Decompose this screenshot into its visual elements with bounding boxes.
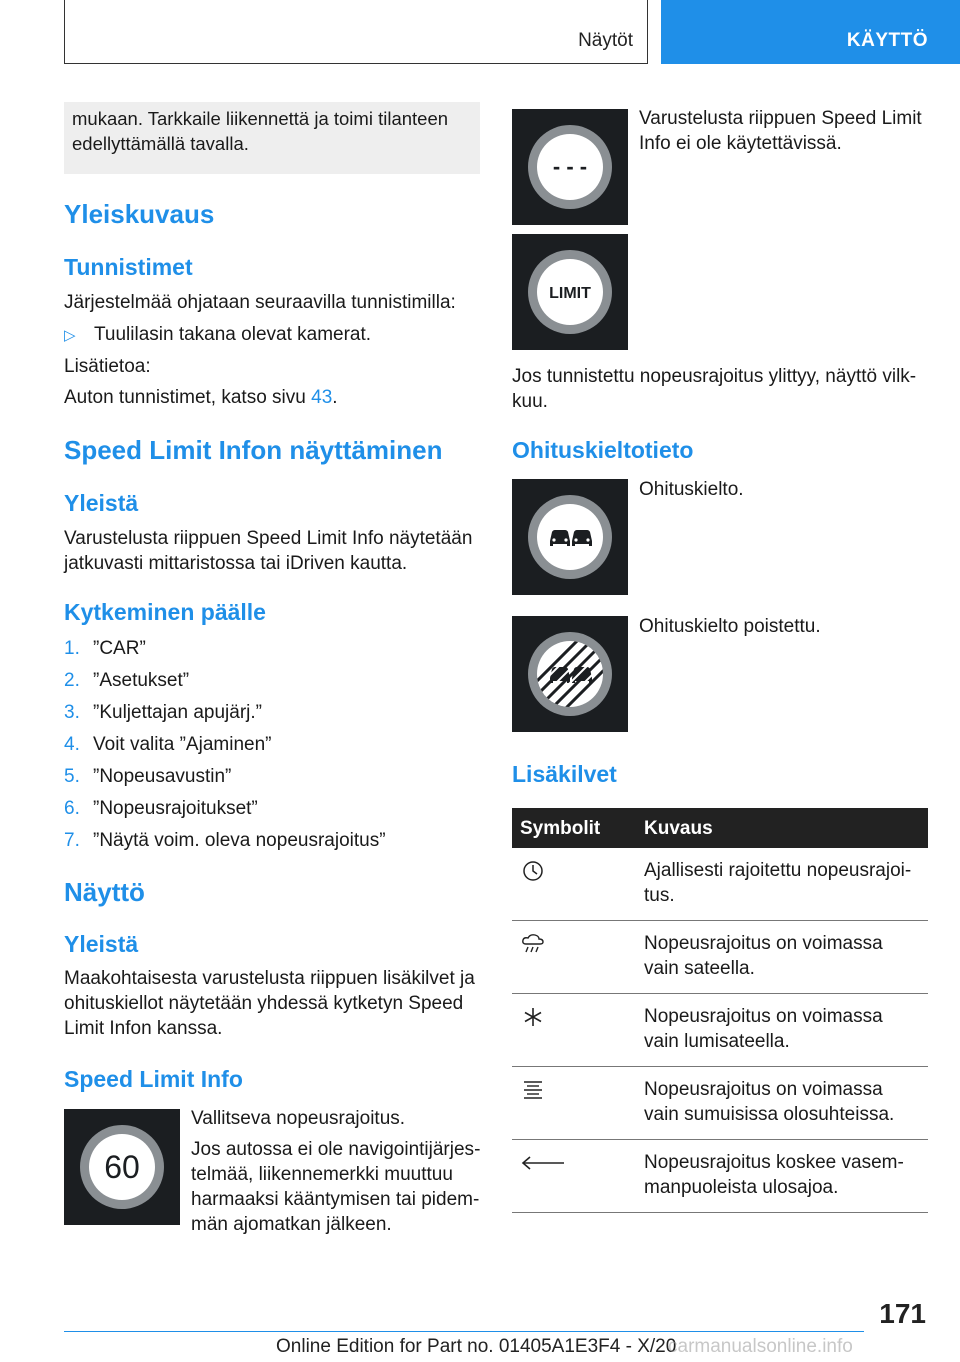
step-number: 7. — [64, 830, 80, 851]
symbol-cell — [512, 1067, 636, 1140]
unavailable-text: Varustelusta riippuen Speed Limit Info ei ole käytettävissä. — [639, 108, 922, 154]
steps-list — [64, 636, 480, 860]
heading-general-2: Yleistä — [64, 931, 139, 957]
table-header-row — [512, 808, 928, 848]
symbol-cell — [512, 994, 636, 1067]
unavailable-dashes: - - - — [552, 154, 588, 179]
description-cell: Nopeusrajoitus on voimassa vain lumisateella. — [636, 994, 928, 1067]
step-number: 6. — [64, 798, 80, 819]
sensors-reference-text: Auton tunnistimet, katso sivu — [64, 387, 312, 408]
header-chapter-label: KÄYTTÖ — [846, 30, 928, 51]
sli-unavailable-sign — [512, 109, 628, 225]
table-row — [512, 1067, 928, 1140]
column-header-symbols: Symbolit — [512, 808, 636, 848]
speed-limit-value: 60 — [104, 1149, 140, 1185]
step-number: 4. — [64, 734, 80, 755]
column-header-description: Kuvaus — [636, 808, 928, 848]
footer-divider — [64, 1331, 864, 1332]
list-item — [64, 636, 480, 668]
page-link-43[interactable]: 43 — [311, 387, 333, 408]
step-number: 1. — [64, 638, 80, 659]
page-number: 171 — [879, 1298, 926, 1329]
no-overtaking-sign — [512, 479, 628, 595]
heading-speed-limit-info: Speed Limit Infon näyttäminen — [64, 435, 443, 465]
heading-overview: Yleiskuvaus — [64, 199, 215, 229]
heading-overtaking: Ohituskieltotieto — [512, 437, 694, 463]
footer-edition-text: Online Edition for Part no. 01405A1E3F4 - X/20 — [276, 1336, 677, 1357]
sensors-text: Järjestelmää ohjataan seuraavilla tunnistimilla: — [64, 292, 456, 313]
list-item — [64, 796, 480, 828]
sensors-reference — [64, 385, 338, 410]
list-item — [64, 828, 480, 860]
step-number: 5. — [64, 766, 80, 787]
table-row — [512, 1140, 928, 1213]
overtaking-end-text: Ohituskielto poistettu. — [639, 616, 821, 637]
symbol-cell — [512, 848, 636, 921]
end-of-no-overtaking-sign — [512, 616, 628, 732]
heading-supplementary-signs: Lisäkilvet — [512, 761, 617, 787]
heading-speed-limit-info-sub: Speed Limit Info — [64, 1066, 243, 1092]
sli-text-2: Jos autossa ei ole navigointijärjestelmää, liikennemerkki muuttuu harmaaksi kääntymisen tai pidemmän ajomatkan jälkeen. — [191, 1139, 481, 1235]
step-text: ”CAR” — [93, 638, 146, 659]
heading-sensors: Tunnistimet — [64, 254, 193, 280]
limit-exceeded-sign — [512, 234, 628, 350]
list-item — [64, 668, 480, 700]
general-text: Varustelusta riippuen Speed Limit Info näytetään jatkuvasti mittaristossa tai iDriven kautta. — [64, 528, 473, 574]
bullet-triangle-icon: ▷ — [64, 327, 76, 344]
heading-general: Yleistä — [64, 490, 139, 516]
heading-activate: Kytkeminen päälle — [64, 599, 266, 625]
description-cell: Nopeusrajoitus on voimassa vain sateella. — [636, 921, 928, 994]
left-arrow-icon — [520, 1152, 566, 1174]
step-number: 2. — [64, 670, 80, 691]
overtaking-text: Ohituskielto. — [639, 479, 744, 500]
step-text: ”Nopeusrajoitukset” — [93, 798, 258, 819]
sensors-reference-end: . — [332, 387, 338, 408]
header-chapter-tab — [661, 0, 960, 64]
limit-label: LIMIT — [549, 285, 591, 302]
list-item — [64, 764, 480, 796]
speed-limit-60-sign — [64, 1109, 180, 1225]
rain-icon — [520, 933, 546, 955]
snowflake-icon — [520, 1006, 546, 1028]
list-item — [64, 700, 480, 732]
table-row — [512, 848, 928, 921]
note-box: mukaan. Tarkkaile liikennettä ja toimi tilanteen edellyttämällä tavalla. — [64, 102, 480, 174]
fog-icon — [520, 1079, 546, 1101]
step-text: ”Asetukset” — [93, 670, 190, 691]
step-text: ”Kuljettajan apujärj.” — [93, 702, 262, 723]
description-cell: Nopeusrajoitus koskee vasemmanpuoleista ulosajoa. — [636, 1140, 928, 1213]
description-cell: Ajallisesti rajoitettu nopeusrajoitus. — [636, 848, 928, 921]
table-row — [512, 921, 928, 994]
table-row — [512, 994, 928, 1067]
clock-icon — [520, 860, 546, 882]
list-item — [64, 732, 480, 764]
sli-text-1: Vallitseva nopeusrajoitus. — [191, 1108, 406, 1129]
description-cell: Nopeusrajoitus on voimassa vain sumuisissa olosuhteissa. — [636, 1067, 928, 1140]
step-number: 3. — [64, 702, 80, 723]
symbol-cell — [512, 921, 636, 994]
display-text: Maakohtaisesta varustelusta riippuen lisäkilvet ja ohituskiellot näytetään yhdessä kytketyn Speed Limit Infon kanssa. — [64, 968, 475, 1039]
symbol-cell — [512, 1140, 636, 1213]
step-text: ”Nopeusavustin” — [93, 766, 232, 787]
header-box — [64, 0, 648, 64]
heading-display: Näyttö — [64, 877, 145, 907]
watermark: carmanualsonline.info — [668, 1336, 853, 1357]
exceeded-text: Jos tunnistettu nopeusrajoitus ylittyy, näyttö vilkkuu. — [512, 366, 917, 412]
step-text: Voit valita ”Ajaminen” — [93, 734, 272, 755]
step-text: ”Näytä voim. oleva nopeusrajoitus” — [93, 830, 386, 851]
supplementary-signs-table — [512, 808, 928, 1213]
header-section-title: Näytöt — [578, 30, 633, 51]
more-info-label: Lisätietoa: — [64, 356, 151, 377]
bullet-text: Tuulilasin takana olevat kamerat. — [94, 324, 372, 345]
bullet-item — [64, 322, 372, 348]
